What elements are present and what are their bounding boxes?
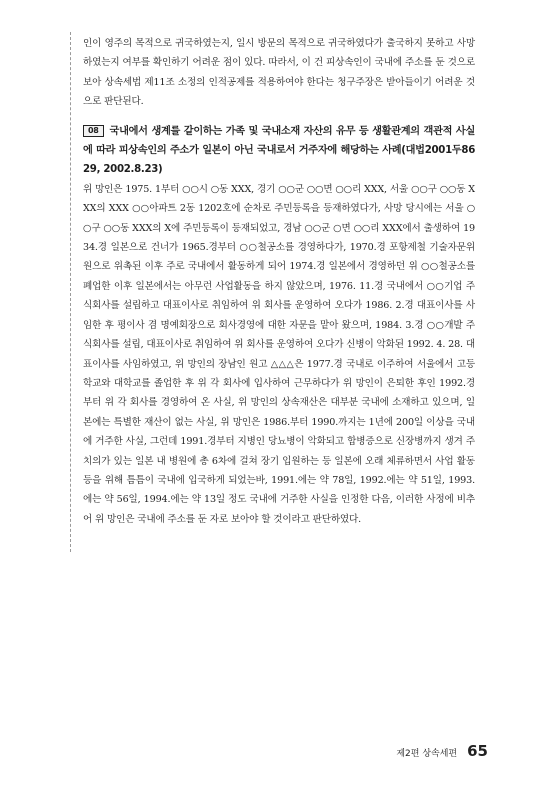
case-citation: (대법2001두8629, 2002.8.23) — [83, 145, 475, 176]
case-number-badge: 08 — [83, 125, 104, 137]
case-headline: 국내에서 생계를 같이하는 가족 및 국내소재 자산의 유무 등 생활관계의 객관적 사실에 따라 피상속인의 주소가 일본이 아닌 국내로서 거주자에 해당하는 사례 — [83, 125, 475, 157]
page-number: 65 — [467, 742, 488, 760]
margin-dashed-rule — [70, 32, 71, 552]
main-content — [83, 34, 475, 529]
page-footer — [396, 742, 488, 760]
case-heading — [83, 122, 475, 180]
intro-paragraph: 인이 영주의 목적으로 귀국하였는지, 일시 방문의 목적으로 귀국하였다가 출국하지 못하고 사망하였는지 여부를 확인하기 어려운 점이 있다. 따라서, 이 건 피상속인이 국내에 주소를 둔 것으로 보아 상속세법 제11조 소정의 인적공제를 적용하여야 한다는 청구주장은 받아들이기 어려운 것으로 판단된다. — [83, 38, 475, 108]
case-body-paragraph: 위 망인은 1975. 1부터 ○○시 ○동 XXX, 경기 ○○군 ○○면 ○○리 XXX, 서울 ○○구 ○○동 XXX의 XXX ○○아파트 2동 1202호에 순차로 주민등록을 등재하였다가, 사망 당시에는 서울 ○○구 ○○동 XXX의 X에 주민등록이 등재되었고, 경남 ○○군 ○면 ○○리 XXX에서 출생하여 1934.경 일본으로 건너가 1965.경부터 ○○철공소를 경영하다가, 1970.경 포항제철 기술자문위원으로 위촉된 이후 주로 국내에서 활동하게 되어 1974.경 일본에서 경영하던 위 ○○철공소를 폐업한 이후 일본에서는 아무런 사업활동을 하지 않았으며, 1976. 11.경 국내에서 ○○기업 주식회사를 설립하고 대표이사로 취임하여 위 회사를 운영하여 오다가 1986. 2.경 대표이사를 사임한 후 평이사 겸 명예회장으로 회사경영에 대한 자문을 맡아 왔으며, 1984. 3.경 ○○개발 주식회사를 설립, 대표이사로 취임하여 위 회사를 운영하여 오다가 신병이 악화된 1992. 4. 28. 대표이사를 사임하였고, 위 망인의 장남인 원고 △△△은 1977.경 국내로 이주하여 서울에서 고등학교와 대학교를 졸업한 후 위 각 회사에 입사하여 근무하다가 위 망인이 은퇴한 후인 1992.경부터 위 각 회사를 경영하여 온 사실, 위 망인의 상속재산은 대부분 국내에 소재하고 있으며, 일본에는 특별한 재산이 없는 사실, 위 망인은 1986.부터 1990.까지는 1년에 200일 이상을 국내에 거주한 사실, 그런데 1991.경부터 지병인 당뇨병이 악화되고 합병증으로 신장병까지 생겨 주치의가 있는 일본 내 병원에 총 6차에 걸쳐 장기 입원하는 등 일본에 오래 체류하면서 사업 활동 등을 위해 틈틈이 국내에 입국하게 되었는바, 1991.에는 약 78일, 1992.에는 약 51일, 1993.에는 약 56일, 1994.에는 약 13일 정도 국내에 거주한 사실을 인정한 다음, 이러한 사정에 비추어 위 망인은 국내에 주소를 둔 자로 보아야 할 것이라고 판단하였다. — [83, 183, 475, 525]
footer-section-label: 제2편 상속세편 — [396, 749, 458, 759]
